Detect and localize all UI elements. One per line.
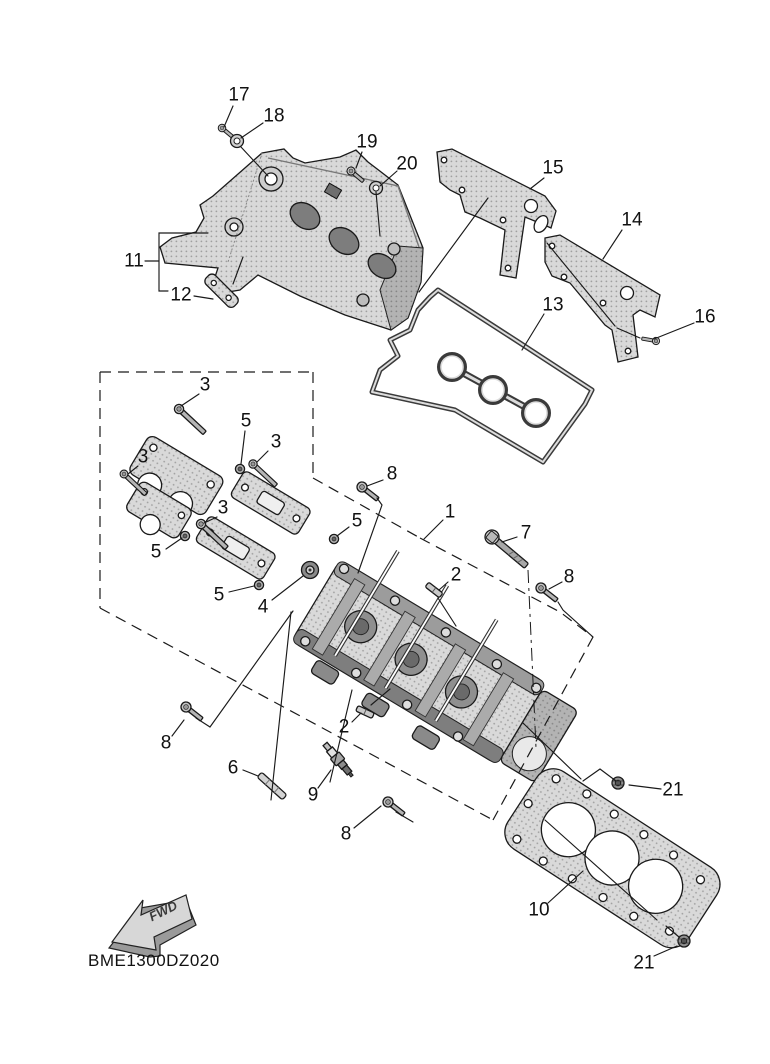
callout-label-3: 3 (199, 374, 211, 396)
callout-label-16: 16 (694, 306, 716, 328)
callout-label-21: 21 (633, 952, 655, 974)
callout-label-3: 3 (137, 446, 149, 468)
callout-label-5: 5 (213, 584, 225, 606)
callout-label-19: 19 (356, 131, 378, 153)
part-code: BME1300DZ020 (88, 951, 220, 970)
callout-label-10: 10 (528, 899, 550, 921)
callout-label-2: 2 (338, 716, 350, 738)
callout-label-18: 18 (263, 105, 285, 127)
fwd-label: FWD (146, 897, 180, 925)
callout-label-8: 8 (563, 566, 575, 588)
callout-label-11: 11 (124, 250, 144, 272)
callout-label-1: 1 (444, 501, 456, 523)
washer-part-5 (180, 531, 189, 540)
callout-label-20: 20 (396, 153, 418, 175)
callout-label-5: 5 (150, 541, 162, 563)
callout-label-15: 15 (542, 157, 564, 179)
nut-part-21 (678, 935, 690, 947)
callout-label-4: 4 (257, 596, 269, 618)
callout-label-9: 9 (307, 784, 319, 806)
callout-label-13: 13 (542, 294, 564, 316)
callout-label-8: 8 (386, 463, 398, 485)
callout-label-3: 3 (217, 497, 229, 519)
washer-part-5 (235, 464, 244, 473)
callout-label-14: 14 (621, 209, 643, 231)
grommet-part-4 (302, 562, 319, 579)
callout-label-2: 2 (450, 564, 462, 586)
callout-label-8: 8 (160, 732, 172, 754)
callout-label-8: 8 (340, 823, 352, 845)
callout-label-17: 17 (228, 84, 250, 106)
callout-label-3: 3 (270, 431, 282, 453)
callout-label-7: 7 (520, 522, 532, 544)
washer-part-18 (231, 135, 244, 148)
callout-label-5: 5 (240, 410, 252, 432)
washer-part-5 (254, 580, 263, 589)
callout-label-12: 12 (170, 284, 192, 306)
callout-label-5: 5 (351, 510, 363, 532)
callout-label-21: 21 (662, 779, 684, 801)
callout-label-6: 6 (227, 757, 239, 779)
